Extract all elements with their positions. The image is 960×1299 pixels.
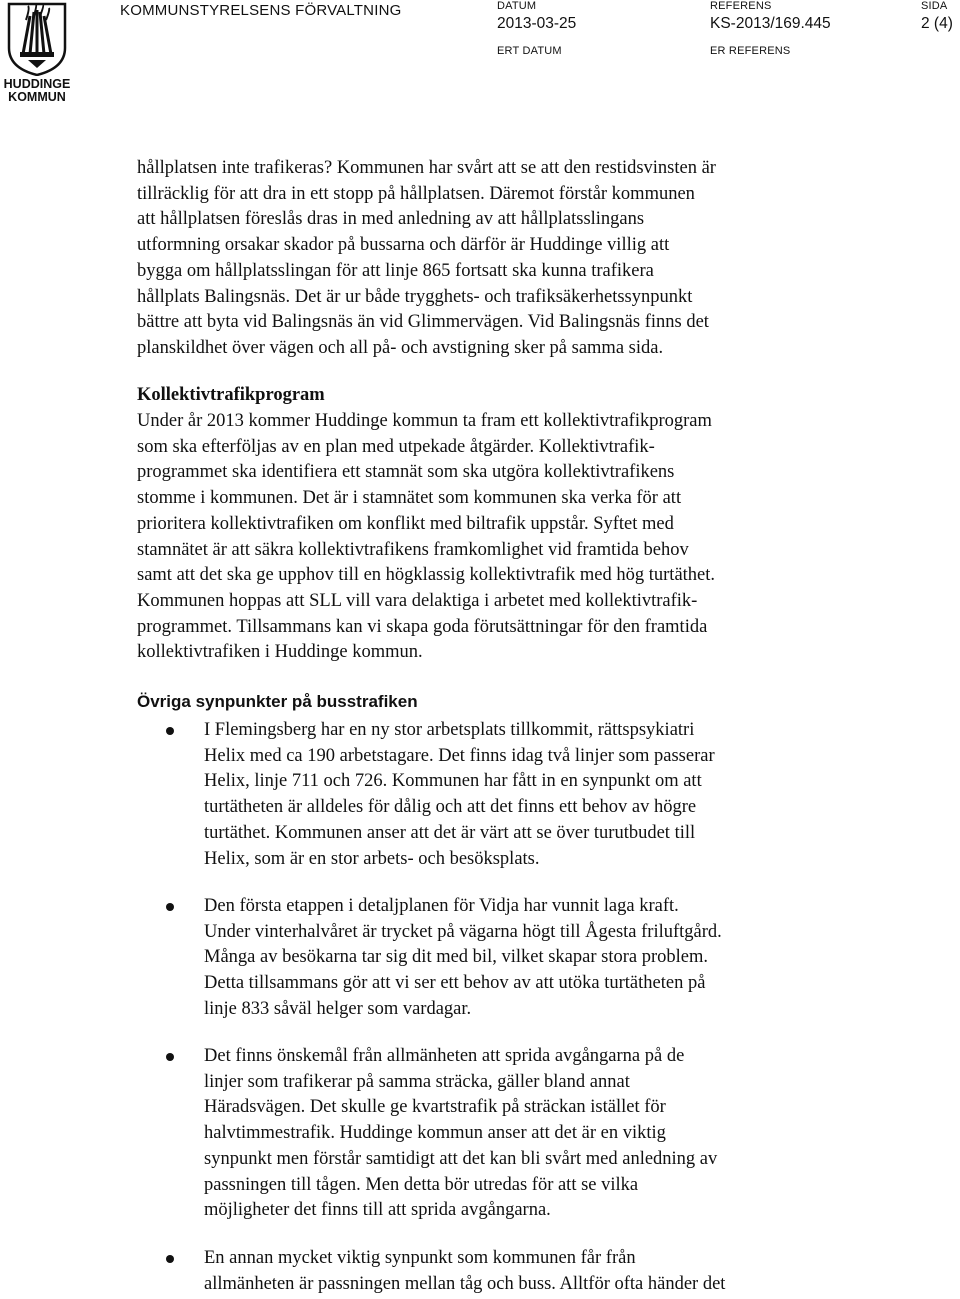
text-line: stomme i kommunen. Det är i stamnätet som kommunen ska verka för att bbox=[137, 488, 682, 509]
text-line: passningen till tågen. Men detta bör utredas för att se vilka bbox=[204, 1174, 639, 1195]
datum-value: 2013-03-25 bbox=[497, 15, 577, 32]
text-line: I Flemingsberg har en ny stor arbetsplats tillkommit, rättspsykiatri bbox=[204, 720, 695, 740]
text-line: turtätheten är alldeles för dålig och att det finns ett behov av högre bbox=[204, 797, 697, 818]
text-line: stamnätet är att säkra kollektivtrafikens framkomlighet vid framtida behov bbox=[137, 539, 689, 560]
sida-value: 2 (4) bbox=[921, 15, 953, 32]
text-line: utformning orsakar skador på bussarna och därför är Huddinge villig att bbox=[137, 235, 670, 256]
coat-of-arms-icon bbox=[6, 2, 68, 76]
text-line: Häradsvägen. Det skulle ge kvartstrafik på sträckan istället för bbox=[204, 1097, 666, 1118]
text-line: synpunkt men förstår samtidigt att det kan bli svårt med anledning av bbox=[204, 1148, 718, 1169]
text-line: En annan mycket viktig synpunkt som kommunen får från bbox=[204, 1248, 636, 1268]
text-line: Många av besökarna tar sig dit med bil, vilket skapar stora problem. bbox=[204, 947, 708, 968]
text-line: Under vinterhalvåret är trycket på vägarna högt till Ågesta friluftgård. bbox=[204, 921, 722, 942]
logo-text: HUDDINGE KOMMUN bbox=[3, 77, 71, 104]
bullet-item-helix bbox=[204, 718, 884, 872]
text-line: Helix, som är en stor arbets- och besöksplats. bbox=[204, 848, 540, 869]
text-line: bygga om hållplatsslingan för att linje 865 fortsatt ska kunna trafikera bbox=[137, 260, 654, 281]
text-line: halvtimmestrafik. Huddinge kommun anser att det är en viktig bbox=[204, 1123, 666, 1144]
text-line: hållplats Balingsnäs. Det är ur både trygghets- och trafiksäkerhetssynpunkt bbox=[137, 286, 693, 307]
text-line: tillräcklig för att dra in ett stopp på hållplatsen. Däremot förstår kommunen bbox=[137, 183, 695, 204]
text-line: som ska efterföljas av en plan med utpekade åtgärder. Kollektivtrafik- bbox=[137, 436, 655, 457]
text-line: programmet ska identifiera ett stamnät som ska utgöra kollektivtrafikens bbox=[137, 462, 675, 483]
datum-label: DATUM bbox=[497, 0, 537, 12]
paragraph-kollektivtrafik bbox=[137, 409, 857, 666]
text-line: planskildhet över vägen och all på- och avstigning sker på samma sida. bbox=[137, 337, 664, 358]
huddinge-logo bbox=[0, 0, 74, 110]
section-heading-kollektivtrafik: Kollektivtrafikprogram bbox=[137, 385, 325, 405]
bullet-icon bbox=[166, 1053, 174, 1061]
text-line: Kommunen hoppas att SLL vill vara delaktiga i arbetet med kollektivtrafik- bbox=[137, 590, 698, 611]
text-line: linje 833 såväl helger som vardagar. bbox=[204, 998, 472, 1019]
referens-label: REFERENS bbox=[710, 0, 772, 12]
bullet-item-passning bbox=[204, 1246, 884, 1297]
text-line: Helix, linje 711 och 726. Kommunen har fått in en synpunkt om att bbox=[204, 771, 702, 792]
sida-label: SIDA bbox=[921, 0, 948, 12]
text-line: att hållplatsen föreslås dras in med anledning av att hållplatsslingans bbox=[137, 209, 645, 230]
text-line: Den första etappen i detaljplanen för Vidja har vunnit laga kraft. bbox=[204, 896, 679, 916]
text-line: Helix med ca 190 arbetstagare. Det finns idag två linjer som passerar bbox=[204, 745, 715, 766]
paragraph-balingsnas bbox=[137, 156, 857, 362]
text-line: samt att det ska ge upphov till en högklassig kollektivtrafik med hög turtäthet. bbox=[137, 565, 716, 586]
text-line: prioritera kollektivtrafiken om konflikt med biltrafik uppstår. Syftet med bbox=[137, 513, 674, 534]
text-line: Under år 2013 kommer Huddinge kommun ta fram ett kollektivtrafikprogram bbox=[137, 411, 712, 431]
text-line: linjer som trafikerar på samma sträcka, gäller bland annat bbox=[204, 1071, 630, 1092]
bullet-item-avgangar bbox=[204, 1044, 884, 1224]
section-heading-ovriga: Övriga synpunkter på busstrafiken bbox=[137, 692, 418, 711]
organization-name: KOMMUNSTYRELSENS FÖRVALTNING bbox=[120, 2, 402, 19]
bullet-icon bbox=[166, 903, 174, 911]
text-line: kollektivtrafiken i Huddinge kommun. bbox=[137, 642, 423, 663]
text-line: Detta tillsammans gör att vi ser ett behov av att utöka turtätheten på bbox=[204, 973, 706, 994]
er-referens-label: ER REFERENS bbox=[710, 45, 791, 57]
bullet-item-vidja bbox=[204, 894, 884, 1023]
text-line: programmet. Tillsammans kan vi skapa goda förutsättningar för den framtida bbox=[137, 616, 708, 637]
bullet-icon bbox=[166, 727, 174, 735]
referens-value: KS-2013/169.445 bbox=[710, 15, 831, 32]
text-line: turtäthet. Kommunen anser att det är värt att se över turutbudet till bbox=[204, 822, 696, 843]
text-line: hållplatsen inte trafikeras? Kommunen har svårt att se att den restidsvinsten är bbox=[137, 158, 716, 178]
text-line: bättre att byta vid Balingsnäs än vid Glimmervägen. Vid Balingsnäs finns det bbox=[137, 312, 709, 333]
text-line: Det finns önskemål från allmänheten att sprida avgångarna på de bbox=[204, 1046, 685, 1066]
text-line: allmänheten är passningen mellan tåg och buss. Alltför ofta händer det bbox=[204, 1273, 726, 1294]
bullet-icon bbox=[166, 1255, 174, 1263]
ert-datum-label: ERT DATUM bbox=[497, 45, 562, 57]
text-line: möjligheter det finns till att sprida avgångarna. bbox=[204, 1200, 551, 1221]
